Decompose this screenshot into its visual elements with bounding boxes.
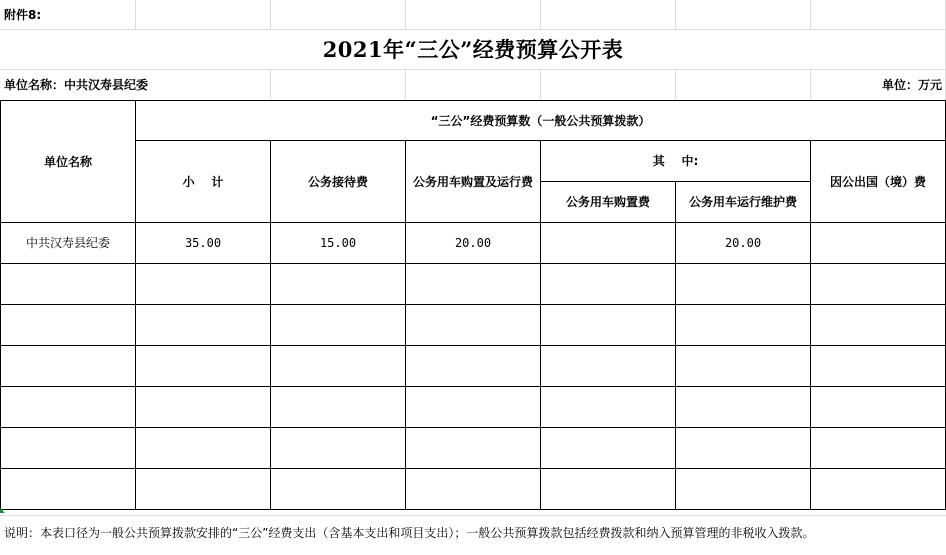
gridline — [135, 0, 136, 29]
row-vehicle-purchase — [541, 223, 675, 263]
row-subtotal: 35.00 — [184, 236, 222, 250]
row-abroad — [811, 223, 945, 263]
table-border — [0, 345, 946, 346]
row-vehicle: 20.00 — [454, 236, 492, 250]
gridline — [270, 0, 271, 29]
header-abroad: 因公出国（境）费 — [829, 174, 926, 189]
gridline — [0, 29, 946, 30]
header-vehicle-maintenance: 公务用车运行维护费 — [688, 195, 797, 209]
header-vehicle: 公务用车购置及运行费 — [412, 174, 533, 189]
table-border — [0, 509, 946, 510]
header-group: “三公”经费预算数（一般公共预算拨款） — [430, 113, 651, 128]
gridline — [810, 69, 811, 100]
gridline — [810, 0, 811, 29]
gridline — [405, 0, 406, 29]
header-subtotal: 小 计 — [182, 174, 224, 189]
unit-name-label: 单位名称：中共汉寿县纪委 — [4, 78, 149, 92]
footer-note: 说明：本表口径为一般公共预算拨款安排的“三公”经费支出（含基本支出和项目支出）；一般公共预算拨款包括经费拨款和纳入预算管理的非税收入拨款。 — [4, 526, 815, 540]
table-border — [0, 263, 946, 264]
table-border — [0, 386, 946, 387]
table-border — [0, 468, 946, 469]
header-vehicle-purchase: 公务用车购置费 — [565, 195, 650, 209]
table-border — [0, 304, 946, 305]
cell-marker-icon — [0, 508, 5, 513]
header-unit-name: 单位名称 — [43, 154, 92, 169]
gridline — [0, 69, 946, 70]
header-reception: 公务接待费 — [307, 174, 368, 189]
attachment-label: 附件8: — [4, 8, 42, 22]
table-border — [0, 427, 946, 428]
gridline — [675, 69, 676, 100]
gridline — [540, 69, 541, 100]
gridline — [540, 0, 541, 29]
page-title: 2021年“三公”经费预算公开表 — [322, 37, 624, 62]
row-unit: 中共汉寿县纪委 — [25, 236, 110, 250]
gridline — [675, 0, 676, 29]
unit-label: 单位：万元 — [881, 78, 942, 92]
budget-table — [0, 100, 946, 510]
gridline — [270, 69, 271, 100]
header-among: 其 中: — [652, 154, 699, 168]
row-reception: 15.00 — [319, 236, 357, 250]
gridline — [405, 69, 406, 100]
row-vehicle-maintenance: 20.00 — [724, 236, 762, 250]
gridline — [0, 515, 946, 516]
